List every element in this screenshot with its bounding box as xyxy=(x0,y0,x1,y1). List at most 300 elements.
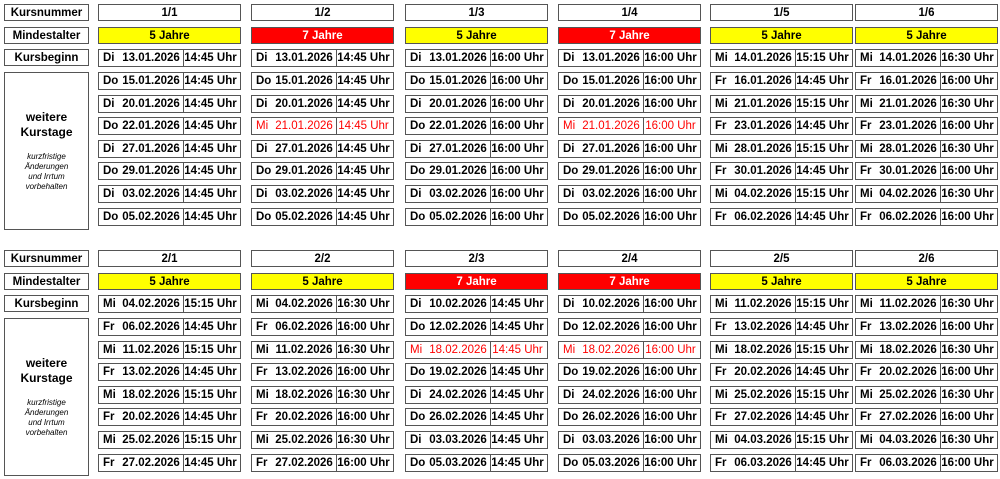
time: 16:30 Uhr xyxy=(941,434,994,446)
weekday: Di xyxy=(410,142,422,155)
weekday: Di xyxy=(103,188,115,200)
course-day-cell xyxy=(710,140,853,158)
weekday: Di xyxy=(410,97,422,110)
weekday: Di xyxy=(563,52,575,64)
course-day-cell xyxy=(855,117,998,135)
weekday: Fr xyxy=(103,456,115,469)
course-number: 2/6 xyxy=(855,250,998,267)
course-day-cell xyxy=(710,386,853,404)
weekday: Mi xyxy=(860,142,873,155)
weekday: Di xyxy=(256,142,268,155)
time: 16:00 Uhr xyxy=(941,366,994,379)
course-day-cell xyxy=(98,72,241,90)
course-number: 1/3 xyxy=(405,4,548,21)
date: 18.02.2026 xyxy=(582,343,640,356)
time: 14:45 Uhr xyxy=(337,165,390,178)
weekday: Do xyxy=(256,75,272,87)
time: 15:15 Uhr xyxy=(796,52,849,64)
course-start-cell xyxy=(710,49,853,67)
time: 14:45 Uhr xyxy=(184,75,237,87)
time: 14:45 Uhr xyxy=(492,343,543,356)
weekday: Fr xyxy=(860,411,872,424)
time: 14:45 Uhr xyxy=(184,52,237,64)
date: 12.02.2026 xyxy=(429,321,487,333)
weekday: Mi xyxy=(103,298,116,310)
course-day-cell xyxy=(710,208,853,226)
weekday: Di xyxy=(256,188,268,200)
date: 14.01.2026 xyxy=(879,52,937,64)
weekday: Do xyxy=(563,165,579,178)
time: 16:00 Uhr xyxy=(491,97,544,110)
disclaimer-line: Änderungen xyxy=(24,161,69,171)
time: 16:00 Uhr xyxy=(644,456,697,469)
date: 16.01.2026 xyxy=(879,75,937,87)
weekday: Fr xyxy=(860,321,872,333)
course-day-cell xyxy=(710,431,853,449)
course-day-cell xyxy=(558,408,701,426)
date: 27.01.2026 xyxy=(275,142,333,155)
time: 14:45 Uhr xyxy=(337,97,390,110)
disclaimer-line: kurzfristige xyxy=(27,151,66,161)
date: 13.02.2026 xyxy=(275,366,333,379)
date: 20.02.2026 xyxy=(734,366,792,379)
time: 16:00 Uhr xyxy=(491,188,544,200)
date: 18.02.2026 xyxy=(122,388,180,401)
weekday: Mi xyxy=(256,298,269,310)
weekday: Di xyxy=(563,142,575,155)
weekday: Do xyxy=(563,366,579,379)
date: 05.02.2026 xyxy=(429,210,487,223)
min-age-badge: 5 Jahre xyxy=(710,273,853,290)
weekday: Di xyxy=(103,52,115,64)
date: 06.02.2026 xyxy=(275,321,333,333)
course-day-cell xyxy=(98,95,241,113)
date: 18.02.2026 xyxy=(734,343,792,356)
date: 04.02.2026 xyxy=(734,188,792,200)
weekday: Mi xyxy=(715,52,728,64)
date: 26.02.2026 xyxy=(429,411,487,424)
date: 06.02.2026 xyxy=(879,210,937,223)
time: 16:30 Uhr xyxy=(941,142,994,155)
time: 14:45 Uhr xyxy=(337,75,390,87)
weekday: Mi xyxy=(410,343,423,356)
date: 05.02.2026 xyxy=(122,210,180,223)
label-mindestalter: Mindestalter xyxy=(4,27,89,44)
course-day-cell xyxy=(98,162,241,180)
course-day-cell xyxy=(251,117,394,135)
course-day-cell xyxy=(710,341,853,359)
time: 14:45 Uhr xyxy=(337,188,390,200)
min-age-badge: 7 Jahre xyxy=(405,273,548,290)
weekday: Mi xyxy=(715,388,728,401)
time: 16:00 Uhr xyxy=(941,120,994,133)
course-day-cell xyxy=(98,363,241,381)
schedule-block xyxy=(0,4,1000,230)
time: 14:45 Uhr xyxy=(184,321,237,333)
course-day-cell xyxy=(405,386,548,404)
weekday: Di xyxy=(563,298,575,310)
date: 04.03.2026 xyxy=(734,434,792,446)
date: 30.01.2026 xyxy=(734,165,792,178)
time: 16:00 Uhr xyxy=(645,120,696,133)
time: 14:45 Uhr xyxy=(491,366,544,379)
weekday: Mi xyxy=(860,343,873,356)
date: 20.01.2026 xyxy=(122,97,180,110)
disclaimer-line: kurzfristige xyxy=(27,397,66,407)
weekday: Mi xyxy=(103,388,116,401)
course-day-cell xyxy=(251,72,394,90)
time: 16:00 Uhr xyxy=(644,142,697,155)
course-number: 2/3 xyxy=(405,250,548,267)
weekday: Fr xyxy=(715,165,727,178)
time: 14:45 Uhr xyxy=(796,456,849,469)
time: 16:00 Uhr xyxy=(644,366,697,379)
course-day-cell xyxy=(558,454,701,472)
time: 15:15 Uhr xyxy=(184,298,237,310)
course-day-cell xyxy=(251,162,394,180)
course-start-cell xyxy=(98,49,241,67)
weekday: Mi xyxy=(256,343,269,356)
weekday: Fr xyxy=(715,366,727,379)
time: 15:15 Uhr xyxy=(796,343,849,356)
weekday: Mi xyxy=(103,343,116,356)
course-day-cell xyxy=(558,72,701,90)
date: 20.02.2026 xyxy=(879,366,937,379)
course-start-cell xyxy=(855,49,998,67)
time: 16:00 Uhr xyxy=(644,188,697,200)
weekday: Do xyxy=(103,120,119,133)
weekday: Mi xyxy=(860,97,873,110)
course-day-cell xyxy=(98,431,241,449)
time: 16:00 Uhr xyxy=(644,434,697,446)
time: 14:45 Uhr xyxy=(184,188,237,200)
date: 14.01.2026 xyxy=(734,52,792,64)
course-number: 2/4 xyxy=(558,250,701,267)
time: 16:00 Uhr xyxy=(337,321,390,333)
weekday: Do xyxy=(410,321,426,333)
course-start-cell xyxy=(855,295,998,313)
date: 04.03.2026 xyxy=(879,434,937,446)
course-start-cell xyxy=(405,295,548,313)
date: 05.03.2026 xyxy=(429,456,487,469)
course-day-cell xyxy=(251,408,394,426)
time: 14:45 Uhr xyxy=(338,120,389,133)
time: 16:30 Uhr xyxy=(941,97,994,110)
date: 15.01.2026 xyxy=(275,75,333,87)
weekday: Di xyxy=(410,298,422,310)
course-day-cell xyxy=(251,454,394,472)
date: 28.01.2026 xyxy=(879,142,937,155)
weekday: Fr xyxy=(715,321,727,333)
course-day-cell xyxy=(405,408,548,426)
weekday: Mi xyxy=(715,97,728,110)
weekday: Do xyxy=(410,456,426,469)
min-age-badge: 5 Jahre xyxy=(855,273,998,290)
time: 16:00 Uhr xyxy=(644,298,697,310)
weekday: Fr xyxy=(103,411,115,424)
time: 16:00 Uhr xyxy=(491,75,544,87)
date: 13.02.2026 xyxy=(734,321,792,333)
course-day-cell xyxy=(251,431,394,449)
course-start-cell xyxy=(98,295,241,313)
time: 14:45 Uhr xyxy=(796,120,849,133)
time: 16:00 Uhr xyxy=(337,456,390,469)
course-day-cell xyxy=(558,117,701,135)
course-day-cell xyxy=(98,386,241,404)
weekday: Di xyxy=(563,97,575,110)
weekday: Do xyxy=(563,210,579,223)
date: 22.01.2026 xyxy=(429,120,487,133)
weekday: Di xyxy=(410,52,422,64)
weekday: Do xyxy=(256,210,272,223)
course-day-cell xyxy=(710,72,853,90)
date: 27.01.2026 xyxy=(582,142,640,155)
weekday: Mi xyxy=(256,434,269,446)
time: 16:00 Uhr xyxy=(645,343,696,356)
weekday: Di xyxy=(410,188,422,200)
date: 11.02.2026 xyxy=(122,343,180,356)
date: 20.01.2026 xyxy=(582,97,640,110)
time: 16:00 Uhr xyxy=(941,210,994,223)
label-kursnummer: Kursnummer xyxy=(4,250,89,267)
date: 29.01.2026 xyxy=(429,165,487,178)
course-day-cell xyxy=(405,341,548,359)
date: 04.02.2026 xyxy=(122,298,180,310)
time: 16:00 Uhr xyxy=(644,165,697,178)
min-age-badge: 5 Jahre xyxy=(251,273,394,290)
time: 16:00 Uhr xyxy=(491,52,544,64)
disclaimer-line: und Irrtum xyxy=(28,417,65,427)
course-day-cell xyxy=(98,408,241,426)
date: 27.02.2026 xyxy=(734,411,792,424)
weekday: Do xyxy=(103,210,119,223)
time: 15:15 Uhr xyxy=(796,142,849,155)
label-mindestalter: Mindestalter xyxy=(4,273,89,290)
weekday: Fr xyxy=(860,75,872,87)
time: 16:00 Uhr xyxy=(941,456,994,469)
date: 21.01.2026 xyxy=(582,120,640,133)
weekday: Mi xyxy=(715,343,728,356)
date: 24.02.2026 xyxy=(582,388,640,401)
date: 27.02.2026 xyxy=(879,411,937,424)
weitere-kurstage-box xyxy=(4,318,89,476)
course-number: 2/1 xyxy=(98,250,241,267)
time: 16:00 Uhr xyxy=(941,165,994,178)
time: 15:15 Uhr xyxy=(796,434,849,446)
course-start-cell xyxy=(710,295,853,313)
time: 15:15 Uhr xyxy=(184,388,237,401)
weekday: Di xyxy=(256,97,268,110)
weekday: Mi xyxy=(563,343,576,356)
time: 16:30 Uhr xyxy=(941,52,994,64)
min-age-badge: 5 Jahre xyxy=(98,27,241,44)
time: 14:45 Uhr xyxy=(491,456,544,469)
date: 29.01.2026 xyxy=(122,165,180,178)
weekday: Di xyxy=(563,434,575,446)
disclaimer-line: und Irrtum xyxy=(28,171,65,181)
weekday: Di xyxy=(410,434,422,446)
weekday: Mi xyxy=(715,188,728,200)
date: 18.02.2026 xyxy=(429,343,487,356)
course-day-cell xyxy=(251,318,394,336)
time: 16:30 Uhr xyxy=(337,388,390,401)
time: 16:00 Uhr xyxy=(491,210,544,223)
course-start-cell xyxy=(405,49,548,67)
course-day-cell xyxy=(558,208,701,226)
course-day-cell xyxy=(710,117,853,135)
disclaimer-note xyxy=(25,398,69,438)
time: 14:45 Uhr xyxy=(184,366,237,379)
time: 14:45 Uhr xyxy=(184,142,237,155)
time: 15:15 Uhr xyxy=(796,388,849,401)
min-age-badge: 7 Jahre xyxy=(251,27,394,44)
course-number: 1/5 xyxy=(710,4,853,21)
disclaimer-line: vorbehalten xyxy=(25,427,68,437)
date: 20.02.2026 xyxy=(275,411,333,424)
course-number: 1/2 xyxy=(251,4,394,21)
course-day-cell xyxy=(855,72,998,90)
date: 10.02.2026 xyxy=(429,298,487,310)
weekday: Fr xyxy=(860,366,872,379)
time: 16:30 Uhr xyxy=(337,343,390,356)
weekday: Do xyxy=(410,75,426,87)
course-day-cell xyxy=(98,117,241,135)
time: 14:45 Uhr xyxy=(337,142,390,155)
date: 15.01.2026 xyxy=(122,75,180,87)
time: 14:45 Uhr xyxy=(184,97,237,110)
course-day-cell xyxy=(98,318,241,336)
course-day-cell xyxy=(855,318,998,336)
course-day-cell xyxy=(405,95,548,113)
time: 14:45 Uhr xyxy=(184,210,237,223)
course-day-cell xyxy=(558,386,701,404)
weekday: Do xyxy=(410,411,426,424)
date: 19.02.2026 xyxy=(429,366,487,379)
date: 03.02.2026 xyxy=(582,188,640,200)
time: 16:00 Uhr xyxy=(491,142,544,155)
weekday: Fr xyxy=(860,456,872,469)
weekday: Do xyxy=(563,321,579,333)
time: 14:45 Uhr xyxy=(796,411,849,424)
time: 14:45 Uhr xyxy=(796,75,849,87)
date: 13.01.2026 xyxy=(582,52,640,64)
course-day-cell xyxy=(710,95,853,113)
course-day-cell xyxy=(98,341,241,359)
weekday: Fr xyxy=(860,165,872,178)
time: 14:45 Uhr xyxy=(184,411,237,424)
time: 16:30 Uhr xyxy=(337,298,390,310)
course-day-cell xyxy=(855,95,998,113)
min-age-badge: 7 Jahre xyxy=(558,273,701,290)
time: 15:15 Uhr xyxy=(796,97,849,110)
course-day-cell xyxy=(405,454,548,472)
time: 14:45 Uhr xyxy=(337,210,390,223)
weekday: Fr xyxy=(256,456,268,469)
course-day-cell xyxy=(710,318,853,336)
weekday: Do xyxy=(563,75,579,87)
time: 14:45 Uhr xyxy=(491,298,544,310)
weekday: Mi xyxy=(103,434,116,446)
time: 16:00 Uhr xyxy=(337,366,390,379)
course-day-cell xyxy=(855,431,998,449)
time: 14:45 Uhr xyxy=(184,120,237,133)
date: 03.02.2026 xyxy=(275,188,333,200)
date: 25.02.2026 xyxy=(734,388,792,401)
weekday: Mi xyxy=(860,434,873,446)
weekday: Di xyxy=(256,52,268,64)
weekday: Do xyxy=(410,165,426,178)
date: 27.02.2026 xyxy=(275,456,333,469)
course-day-cell xyxy=(710,185,853,203)
weekday: Mi xyxy=(715,142,728,155)
weekday: Di xyxy=(103,97,115,110)
time: 14:45 Uhr xyxy=(184,456,237,469)
date: 11.02.2026 xyxy=(879,298,937,310)
course-day-cell xyxy=(710,162,853,180)
time: 16:00 Uhr xyxy=(644,97,697,110)
date: 25.02.2026 xyxy=(122,434,180,446)
course-day-cell xyxy=(558,341,701,359)
weekday: Do xyxy=(410,366,426,379)
time: 14:45 Uhr xyxy=(796,321,849,333)
label-weitere: weitere xyxy=(25,109,68,124)
time: 16:00 Uhr xyxy=(644,388,697,401)
date: 29.01.2026 xyxy=(275,165,333,178)
date: 27.02.2026 xyxy=(122,456,180,469)
time: 14:45 Uhr xyxy=(491,321,544,333)
date: 23.01.2026 xyxy=(879,120,937,133)
min-age-badge: 5 Jahre xyxy=(855,27,998,44)
course-day-cell xyxy=(98,140,241,158)
weekday: Fr xyxy=(715,210,727,223)
course-day-cell xyxy=(98,208,241,226)
date: 13.02.2026 xyxy=(879,321,937,333)
course-number: 1/1 xyxy=(98,4,241,21)
weekday: Do xyxy=(410,120,426,133)
min-age-badge: 7 Jahre xyxy=(558,27,701,44)
course-day-cell xyxy=(710,363,853,381)
course-day-cell xyxy=(405,208,548,226)
course-day-cell xyxy=(251,140,394,158)
time: 15:15 Uhr xyxy=(796,188,849,200)
course-number: 1/6 xyxy=(855,4,998,21)
date: 25.02.2026 xyxy=(275,434,333,446)
weekday: Fr xyxy=(860,210,872,223)
label-kursbeginn: Kursbeginn xyxy=(4,49,89,66)
weekday: Mi xyxy=(860,388,873,401)
date: 13.01.2026 xyxy=(429,52,487,64)
date: 03.02.2026 xyxy=(429,188,487,200)
date: 12.02.2026 xyxy=(582,321,640,333)
course-number: 2/5 xyxy=(710,250,853,267)
time: 16:00 Uhr xyxy=(337,411,390,424)
date: 21.01.2026 xyxy=(879,97,937,110)
date: 20.01.2026 xyxy=(429,97,487,110)
date: 04.02.2026 xyxy=(879,188,937,200)
time: 14:45 Uhr xyxy=(491,411,544,424)
date: 10.02.2026 xyxy=(582,298,640,310)
weekday: Fr xyxy=(715,456,727,469)
course-day-cell xyxy=(710,408,853,426)
course-day-cell xyxy=(558,162,701,180)
date: 22.01.2026 xyxy=(122,120,180,133)
weekday: Di xyxy=(563,388,575,401)
course-day-cell xyxy=(251,185,394,203)
weekday: Mi xyxy=(563,120,576,133)
time: 16:00 Uhr xyxy=(644,52,697,64)
course-start-cell xyxy=(558,49,701,67)
course-day-cell xyxy=(405,140,548,158)
